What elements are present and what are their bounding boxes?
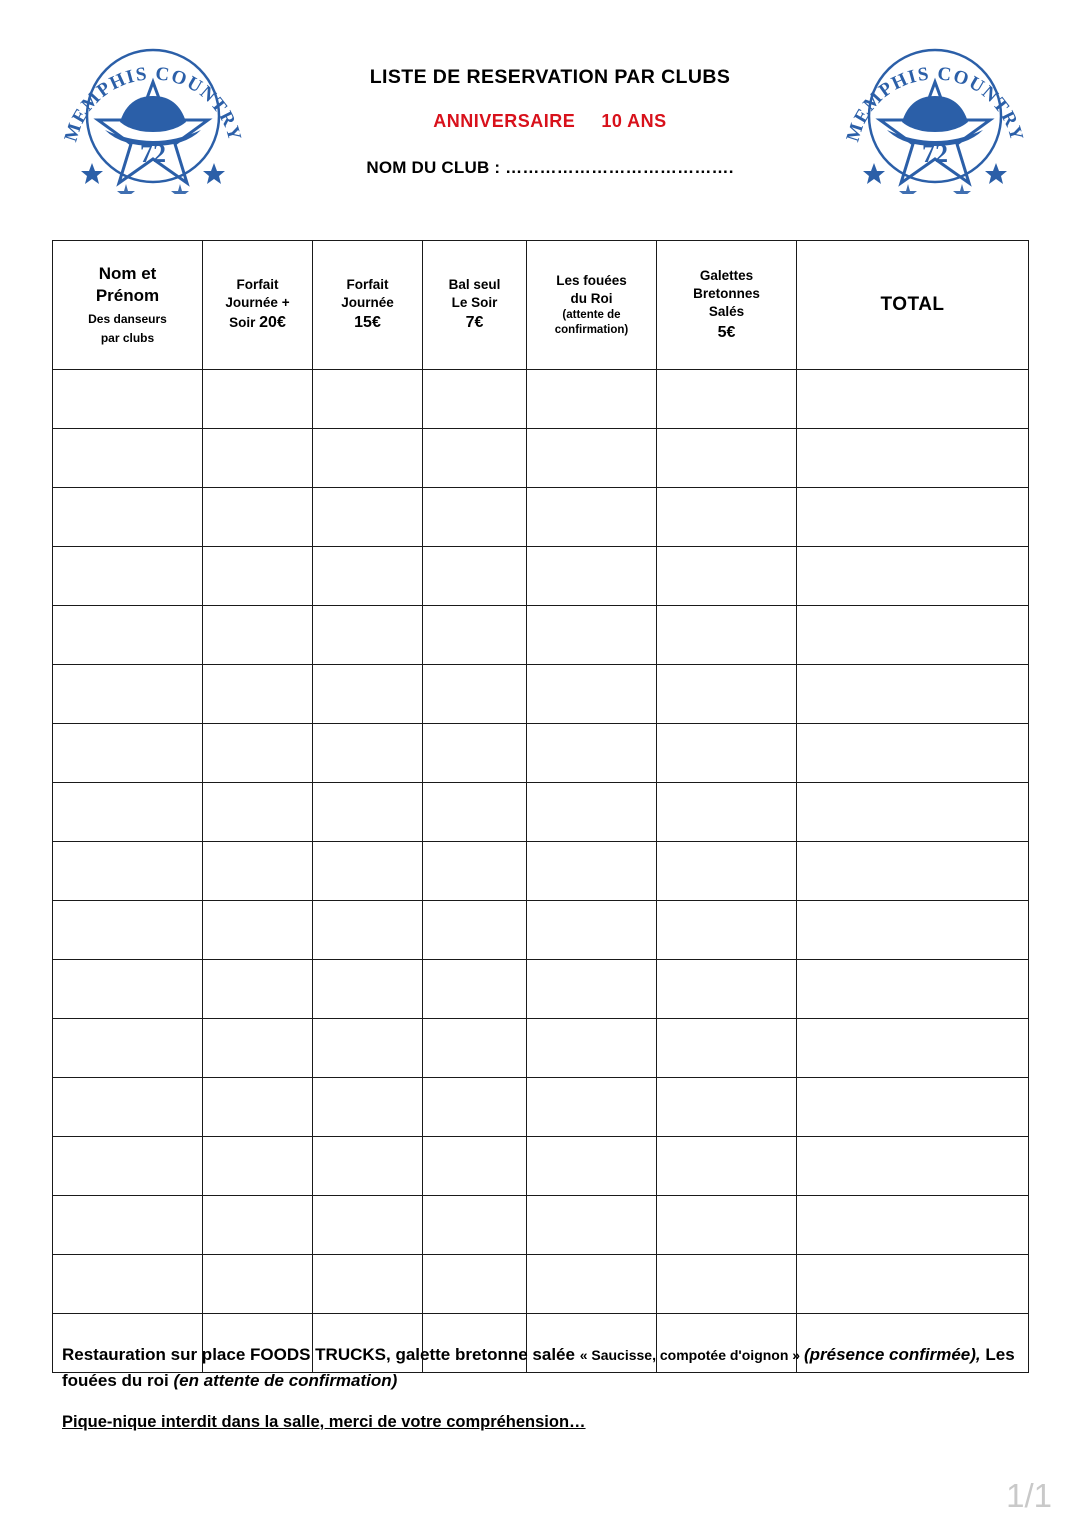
table-cell-name[interactable] bbox=[53, 1019, 203, 1078]
memphis-country-logo-right bbox=[840, 44, 1030, 194]
column-header-total bbox=[797, 241, 1029, 370]
column-header-forfait-journee bbox=[313, 241, 423, 370]
table-row bbox=[53, 488, 1029, 547]
table-row bbox=[53, 1078, 1029, 1137]
svg-text:72: 72 bbox=[140, 139, 166, 168]
table-row bbox=[53, 370, 1029, 429]
table-cell-forfait_journee[interactable] bbox=[313, 842, 423, 901]
table-row bbox=[53, 606, 1029, 665]
table-cell-total[interactable] bbox=[797, 665, 1029, 724]
table-cell-fouees_du_roi[interactable] bbox=[527, 547, 657, 606]
column-header-name-line1: Nom et bbox=[98, 264, 157, 284]
footer-line1-d: Les fouées du roi bbox=[62, 1345, 1015, 1391]
table-cell-bal_seul[interactable] bbox=[423, 724, 527, 783]
galettes-line3: Salés bbox=[708, 304, 745, 320]
table-cell-galettes[interactable] bbox=[657, 488, 797, 547]
forfait-soir-line1: Forfait bbox=[236, 276, 279, 292]
table-cell-total[interactable] bbox=[797, 488, 1029, 547]
table-row bbox=[53, 1196, 1029, 1255]
table-cell-name[interactable] bbox=[53, 370, 203, 429]
table-cell-fouees_du_roi[interactable] bbox=[527, 1078, 657, 1137]
table-cell-forfait_journee[interactable] bbox=[313, 960, 423, 1019]
table-row bbox=[53, 1019, 1029, 1078]
column-header-bal-seul bbox=[423, 241, 527, 370]
club-name-field[interactable]: NOM DU CLUB : …………………………………. bbox=[366, 158, 734, 177]
forfait-soir-line3: Soir 20€ bbox=[229, 314, 286, 332]
table-cell-name[interactable] bbox=[53, 842, 203, 901]
table-cell-total[interactable] bbox=[797, 901, 1029, 960]
forfait-journee-line2: Journée bbox=[341, 295, 394, 311]
table-row bbox=[53, 429, 1029, 488]
table-cell-forfait_journee_soir[interactable] bbox=[203, 1019, 313, 1078]
table-cell-name[interactable] bbox=[53, 488, 203, 547]
table-cell-total[interactable] bbox=[797, 783, 1029, 842]
table-cell-galettes[interactable] bbox=[657, 783, 797, 842]
table-cell-forfait_journee[interactable] bbox=[313, 1078, 423, 1137]
total-label: TOTAL bbox=[880, 294, 945, 316]
table-cell-forfait_journee_soir[interactable] bbox=[203, 1137, 313, 1196]
table-cell-bal_seul[interactable] bbox=[423, 1196, 527, 1255]
table-cell-bal_seul[interactable] bbox=[423, 1078, 527, 1137]
column-header-forfait-journee-soir bbox=[203, 241, 313, 370]
table-cell-forfait_journee[interactable] bbox=[313, 724, 423, 783]
column-header-name-line3: Des danseurs bbox=[88, 311, 167, 326]
table-cell-fouees_du_roi[interactable] bbox=[527, 1137, 657, 1196]
table-cell-galettes[interactable] bbox=[657, 1019, 797, 1078]
table-cell-bal_seul[interactable] bbox=[423, 370, 527, 429]
table-cell-bal_seul[interactable] bbox=[423, 1019, 527, 1078]
column-header-fouees-du-roi bbox=[527, 241, 657, 370]
table-cell-forfait_journee[interactable] bbox=[313, 488, 423, 547]
table-cell-name[interactable] bbox=[53, 724, 203, 783]
table-cell-forfait_journee[interactable] bbox=[313, 370, 423, 429]
footer-line1-b: « Saucisse, compotée d'oignon » bbox=[579, 1347, 804, 1363]
table-head bbox=[53, 241, 1029, 370]
footer-picnic-notice: Pique-nique interdit dans la salle, merci de votre compréhension… bbox=[62, 1412, 586, 1431]
galettes-line1: Galettes bbox=[699, 267, 754, 283]
reservation-table-wrapper bbox=[52, 240, 1028, 1373]
table-cell-forfait_journee[interactable] bbox=[313, 783, 423, 842]
table-cell-fouees_du_roi[interactable] bbox=[527, 783, 657, 842]
table-cell-forfait_journee_soir[interactable] bbox=[203, 429, 313, 488]
table-cell-forfait_journee_soir[interactable] bbox=[203, 665, 313, 724]
table-cell-forfait_journee_soir[interactable] bbox=[203, 488, 313, 547]
table-cell-name[interactable] bbox=[53, 665, 203, 724]
page-title: LISTE DE RESERVATION PAR CLUBS bbox=[369, 66, 731, 88]
table-cell-galettes[interactable] bbox=[657, 665, 797, 724]
table-cell-total[interactable] bbox=[797, 842, 1029, 901]
table-cell-bal_seul[interactable] bbox=[423, 1255, 527, 1314]
table-cell-galettes[interactable] bbox=[657, 724, 797, 783]
table-cell-total[interactable] bbox=[797, 429, 1029, 488]
table-cell-forfait_journee_soir[interactable] bbox=[203, 960, 313, 1019]
bal-seul-price: 7€ bbox=[465, 314, 484, 332]
svg-text:MEMPHIS COUNTRY: MEMPHIS COUNTRY bbox=[60, 63, 246, 145]
table-cell-bal_seul[interactable] bbox=[423, 842, 527, 901]
table-header-row bbox=[53, 241, 1029, 370]
footer-line1-c: (présence confirmée), bbox=[803, 1345, 981, 1364]
table-cell-galettes[interactable] bbox=[657, 547, 797, 606]
table-cell-forfait_journee_soir[interactable] bbox=[203, 1196, 313, 1255]
table-cell-total[interactable] bbox=[797, 960, 1029, 1019]
table-row bbox=[53, 960, 1029, 1019]
table-cell-fouees_du_roi[interactable] bbox=[527, 1255, 657, 1314]
table-cell-bal_seul[interactable] bbox=[423, 547, 527, 606]
table-cell-forfait_journee[interactable] bbox=[313, 1255, 423, 1314]
table-cell-forfait_journee_soir[interactable] bbox=[203, 606, 313, 665]
table-body bbox=[53, 370, 1029, 1373]
table-cell-total[interactable] bbox=[797, 724, 1029, 783]
table-cell-bal_seul[interactable] bbox=[423, 606, 527, 665]
table-cell-galettes[interactable] bbox=[657, 901, 797, 960]
memphis-country-logo-left bbox=[58, 44, 248, 194]
table-row bbox=[53, 547, 1029, 606]
table-cell-name[interactable] bbox=[53, 1196, 203, 1255]
table-cell-galettes[interactable] bbox=[657, 1196, 797, 1255]
document-footer bbox=[62, 1342, 1022, 1432]
table-cell-galettes[interactable] bbox=[657, 1137, 797, 1196]
table-cell-total[interactable] bbox=[797, 547, 1029, 606]
column-header-name-line4: par clubs bbox=[100, 331, 155, 346]
table-cell-fouees_du_roi[interactable] bbox=[527, 606, 657, 665]
fouees-line1: Les fouées bbox=[556, 272, 627, 288]
table-cell-fouees_du_roi[interactable] bbox=[527, 665, 657, 724]
galettes-price: 5€ bbox=[717, 323, 736, 341]
forfait-journee-price: 15€ bbox=[354, 314, 381, 332]
table-cell-forfait_journee[interactable] bbox=[313, 429, 423, 488]
table-cell-bal_seul[interactable] bbox=[423, 429, 527, 488]
column-header-galettes bbox=[657, 241, 797, 370]
subtitle-anniversaire: ANNIVERSAIRE bbox=[433, 111, 576, 131]
table-cell-total[interactable] bbox=[797, 1078, 1029, 1137]
table-cell-name[interactable] bbox=[53, 783, 203, 842]
column-header-name-line2: Prénom bbox=[95, 286, 160, 306]
table-cell-forfait_journee[interactable] bbox=[313, 1019, 423, 1078]
fouees-line3: (attente de bbox=[562, 309, 621, 322]
table-cell-galettes[interactable] bbox=[657, 960, 797, 1019]
table-cell-forfait_journee[interactable] bbox=[313, 665, 423, 724]
table-cell-total[interactable] bbox=[797, 1019, 1029, 1078]
table-cell-forfait_journee[interactable] bbox=[313, 1137, 423, 1196]
table-cell-total[interactable] bbox=[797, 1255, 1029, 1314]
table-cell-fouees_du_roi[interactable] bbox=[527, 488, 657, 547]
table-cell-name[interactable] bbox=[53, 1078, 203, 1137]
table-cell-name[interactable] bbox=[53, 1137, 203, 1196]
subtitle-years: 10 ANS bbox=[601, 111, 667, 131]
column-header-name bbox=[53, 241, 203, 370]
footer-line1-e: (en attente de confirmation) bbox=[173, 1371, 398, 1391]
table-cell-galettes[interactable] bbox=[657, 1078, 797, 1137]
document-header bbox=[0, 34, 1080, 204]
table-cell-name[interactable] bbox=[53, 547, 203, 606]
table-cell-bal_seul[interactable] bbox=[423, 901, 527, 960]
table-cell-galettes[interactable] bbox=[657, 429, 797, 488]
table-cell-forfait_journee_soir[interactable] bbox=[203, 783, 313, 842]
table-row bbox=[53, 842, 1029, 901]
table-cell-bal_seul[interactable] bbox=[423, 1137, 527, 1196]
table-cell-forfait_journee[interactable] bbox=[313, 547, 423, 606]
table-cell-forfait_journee_soir[interactable] bbox=[203, 901, 313, 960]
bal-seul-line2: Le Soir bbox=[451, 295, 498, 311]
svg-text:MEMPHIS COUNTRY: MEMPHIS COUNTRY bbox=[842, 63, 1028, 145]
table-cell-bal_seul[interactable] bbox=[423, 960, 527, 1019]
table-cell-fouees_du_roi[interactable] bbox=[527, 370, 657, 429]
table-cell-name[interactable] bbox=[53, 1255, 203, 1314]
page-indicator: 1/1 bbox=[1006, 1477, 1052, 1514]
table-row bbox=[53, 901, 1029, 960]
forfait-soir-price: 20€ bbox=[259, 314, 286, 332]
fouees-line4: confirmation) bbox=[554, 324, 629, 337]
table-cell-forfait_journee_soir[interactable] bbox=[203, 547, 313, 606]
table-cell-bal_seul[interactable] bbox=[423, 783, 527, 842]
table-row bbox=[53, 783, 1029, 842]
table-cell-galettes[interactable] bbox=[657, 606, 797, 665]
forfait-journee-line1: Forfait bbox=[346, 276, 389, 292]
table-cell-total[interactable] bbox=[797, 370, 1029, 429]
fouees-line2: du Roi bbox=[570, 291, 613, 307]
table-cell-forfait_journee_soir[interactable] bbox=[203, 842, 313, 901]
table-cell-forfait_journee[interactable] bbox=[313, 901, 423, 960]
table-cell-forfait_journee_soir[interactable] bbox=[203, 1255, 313, 1314]
bal-seul-line1: Bal seul bbox=[448, 276, 501, 292]
table-cell-galettes[interactable] bbox=[657, 842, 797, 901]
table-cell-bal_seul[interactable] bbox=[423, 665, 527, 724]
reservation-table bbox=[52, 240, 1029, 1373]
table-cell-name[interactable] bbox=[53, 606, 203, 665]
table-row bbox=[53, 724, 1029, 783]
table-cell-galettes[interactable] bbox=[657, 1255, 797, 1314]
table-row bbox=[53, 1255, 1029, 1314]
footer-catering-note bbox=[62, 1342, 1022, 1395]
table-cell-fouees_du_roi[interactable] bbox=[527, 901, 657, 960]
forfait-soir-line2: Journée + bbox=[225, 295, 290, 311]
svg-text:72: 72 bbox=[922, 139, 948, 168]
table-cell-fouees_du_roi[interactable] bbox=[527, 1019, 657, 1078]
table-cell-fouees_du_roi[interactable] bbox=[527, 429, 657, 488]
table-cell-name[interactable] bbox=[53, 901, 203, 960]
table-cell-name[interactable] bbox=[53, 960, 203, 1019]
table-cell-forfait_journee_soir[interactable] bbox=[203, 1078, 313, 1137]
header-titles bbox=[280, 66, 820, 178]
table-cell-total[interactable] bbox=[797, 606, 1029, 665]
table-cell-total[interactable] bbox=[797, 1137, 1029, 1196]
table-cell-galettes[interactable] bbox=[657, 370, 797, 429]
table-cell-name[interactable] bbox=[53, 429, 203, 488]
table-cell-forfait_journee_soir[interactable] bbox=[203, 370, 313, 429]
table-cell-bal_seul[interactable] bbox=[423, 488, 527, 547]
table-cell-forfait_journee[interactable] bbox=[313, 606, 423, 665]
table-row bbox=[53, 1137, 1029, 1196]
table-cell-fouees_du_roi[interactable] bbox=[527, 960, 657, 1019]
table-cell-fouees_du_roi[interactable] bbox=[527, 1196, 657, 1255]
table-row bbox=[53, 665, 1029, 724]
footer-line1-a: Restauration sur place FOODS TRUCKS, galette bretonne salée bbox=[62, 1345, 580, 1364]
event-subtitle bbox=[280, 111, 820, 132]
table-cell-total[interactable] bbox=[797, 1196, 1029, 1255]
table-cell-fouees_du_roi[interactable] bbox=[527, 842, 657, 901]
table-cell-forfait_journee_soir[interactable] bbox=[203, 724, 313, 783]
table-cell-fouees_du_roi[interactable] bbox=[527, 724, 657, 783]
table-cell-forfait_journee[interactable] bbox=[313, 1196, 423, 1255]
galettes-line2: Bretonnes bbox=[693, 286, 760, 302]
